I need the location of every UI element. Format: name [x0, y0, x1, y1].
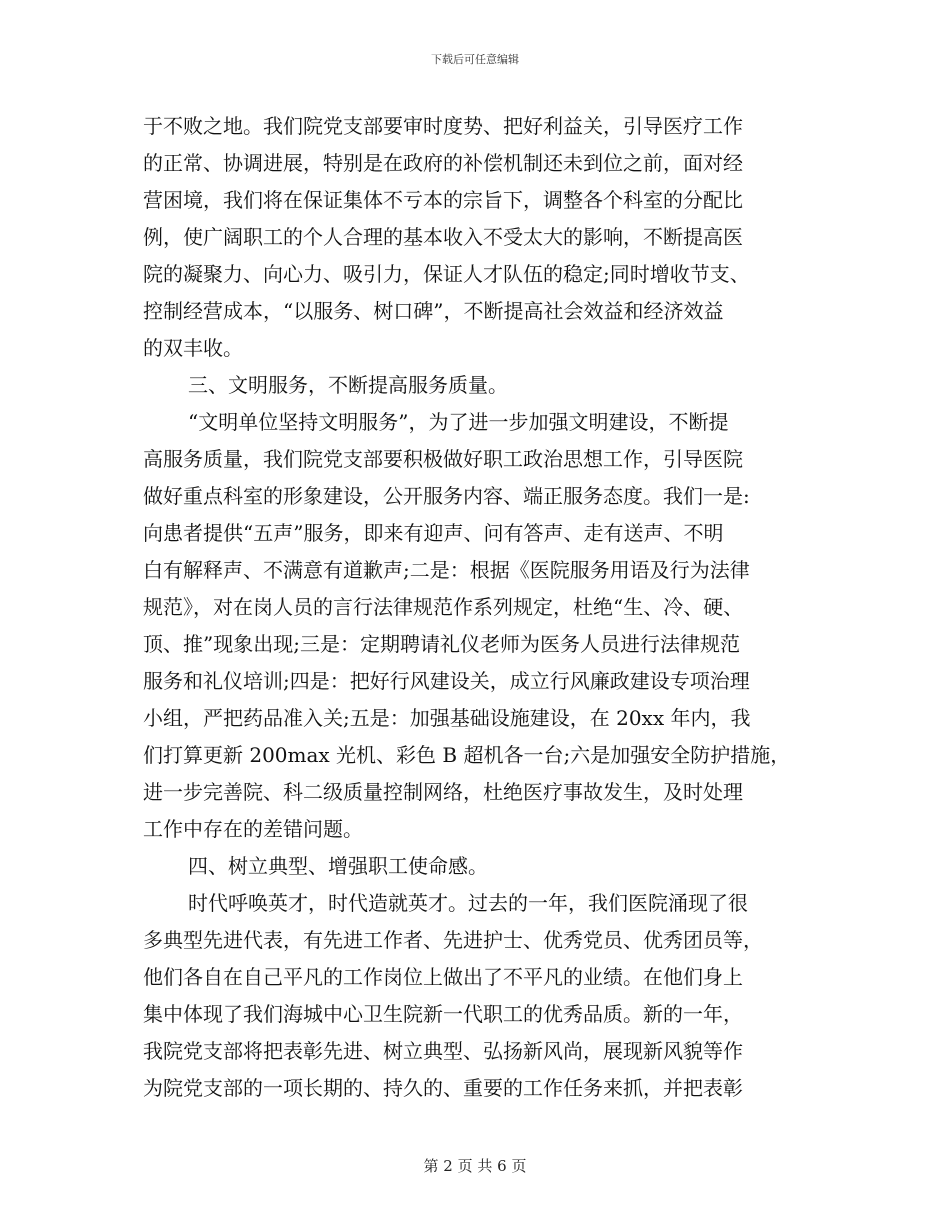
text-line: 集中体现了我们海城中心卫生院新一代职工的优秀品质。新的一年，: [143, 1002, 743, 1026]
text-line: 多典型先进代表，有先进工作者、先进护士、优秀党员、优秀团员等，: [143, 928, 763, 952]
document-body: [143, 108, 808, 1107]
text-line: 顶、推”现象出现;三是：定期聘请礼仪老师为医务人员进行法律规范: [143, 632, 740, 656]
text-line: 时代呼唤英才，时代造就英才。过去的一年，我们医院涌现了很: [188, 891, 748, 915]
text-line: 向患者提供“五声”服务，即来有迎声、问有答声、走有送声、不明: [143, 521, 724, 545]
text-line: 我院党支部将把表彰先进、树立典型、弘扬新风尚，展现新风貌等作: [143, 1039, 743, 1063]
text-line: 控制经营成本，“以服务、树口碑”，不断提高社会效益和经济效益: [143, 299, 724, 323]
text-line: 工作中存在的差错问题。: [143, 817, 363, 841]
text-line: 院的凝聚力、向心力、吸引力，保证人才队伍的稳定;同时增收节支、: [143, 262, 750, 286]
text-line: 的正常、协调进展，特别是在政府的补偿机制还未到位之前，面对经: [143, 151, 743, 175]
text-line: 规范》，对在岗人员的言行法律规范作系列规定，杜绝“生、冷、硬、: [143, 595, 744, 619]
text-line: 做好重点科室的形象建设，公开服务内容、端正服务态度。我们一是:: [143, 484, 750, 508]
text-line: 进一步完善院、科二级质量控制网络，杜绝医疗事故发生，及时处理: [143, 780, 743, 804]
text-line: 四、树立典型、增强职工使命感。: [188, 854, 488, 878]
text-line: 营困境，我们将在保证集体不亏本的宗旨下，调整各个科室的分配比: [143, 188, 743, 212]
page-footer: 第 2 页 共 6 页: [423, 1157, 527, 1175]
text-line: 服务和礼仪培训;四是：把好行风建设关，成立行风廉政建设专项治理: [143, 669, 750, 693]
text-line: 为院党支部的一项长期的、持久的、重要的工作任务来抓，并把表彰: [143, 1076, 743, 1100]
text-line: 小组，严把药品准入关;五是：加强基础设施建设，在 20xx 年内，我: [143, 706, 751, 730]
text-line: “文明单位坚持文明服务”，为了进一步加强文明建设，不断提: [188, 410, 729, 434]
text-line: 白有解释声、不满意有道歉声;二是：根据《医院服务用语及行为法律: [143, 558, 750, 582]
text-line: 于不败之地。我们院党支部要审时度势、把好利益关，引导医疗工作: [143, 114, 743, 138]
page-header: 下载后可任意编辑: [431, 53, 519, 66]
text-line: 他们各自在自己平凡的工作岗位上做出了不平凡的业绩。在他们身上: [143, 965, 743, 989]
text-line: 的双丰收。: [143, 336, 243, 360]
text-line: 们打算更新 200max 光机、彩色 B 超机各一台;六是加强安全防护措施，: [143, 743, 791, 767]
text-line: 例，使广阔职工的个人合理的基本收入不受太大的影响，不断提高医: [143, 225, 743, 249]
text-line: 高服务质量，我们院党支部要积极做好职工政治思想工作，引导医院: [143, 447, 743, 471]
text-line: 三、文明服务，不断提高服务质量。: [188, 373, 508, 397]
